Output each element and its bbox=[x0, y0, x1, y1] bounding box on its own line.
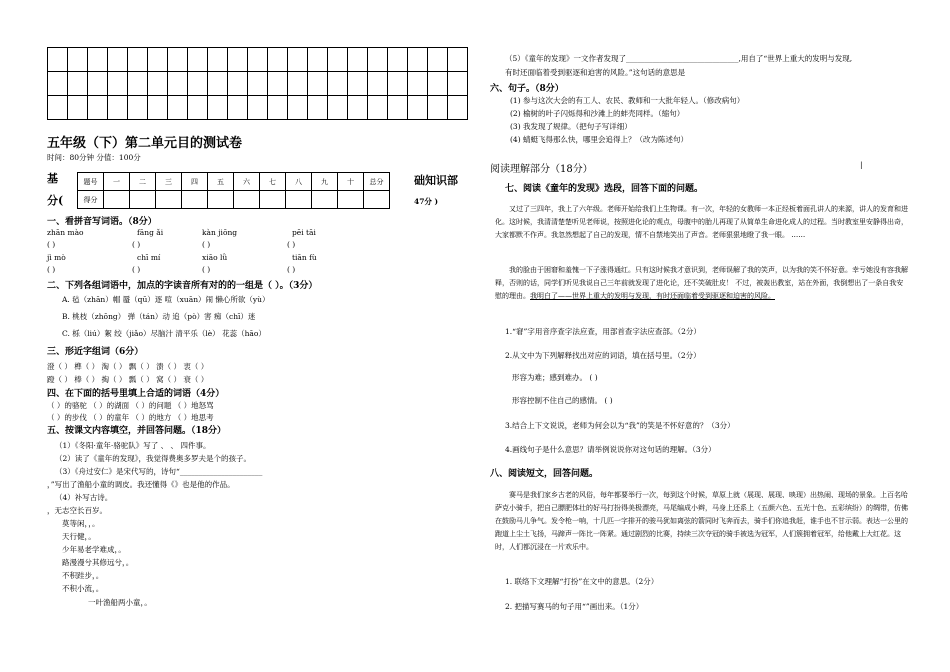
score-input-cell[interactable] bbox=[364, 191, 390, 209]
s7-q3: 3.结合上下文说说，老师为何会以为“我”的笑是不怀好意的？（3分） bbox=[505, 421, 735, 430]
score-header-cell: 四 bbox=[182, 173, 208, 191]
reading-heading: 阅读理解部分（18分） bbox=[490, 164, 593, 175]
score-input-cell[interactable] bbox=[130, 191, 156, 209]
score-input-cell[interactable] bbox=[234, 191, 260, 209]
score-header-cell: 八 bbox=[286, 173, 312, 191]
pinyin: jì mò bbox=[47, 253, 66, 262]
grid-cell[interactable] bbox=[128, 48, 148, 72]
grid-cell[interactable] bbox=[288, 48, 308, 72]
grid-cell[interactable] bbox=[208, 96, 228, 120]
section1-heading: 一、看拼音写词语。（8分） bbox=[47, 217, 157, 227]
grid-cell[interactable] bbox=[228, 48, 248, 72]
fill-row-1: （ ）的骆驼 （ ）的湖面 （ ）的问题 （ ）地怒骂 bbox=[47, 401, 214, 410]
char-row-1: 澄（ ） 榫（ ） 淘（ ） 飘（ ） 溃（ ） 衷（ ） bbox=[47, 362, 209, 371]
answer-blank[interactable]: ( ) bbox=[47, 265, 56, 274]
score-header-row bbox=[78, 173, 390, 191]
grid-cell[interactable] bbox=[208, 72, 228, 96]
grid-cell[interactable] bbox=[388, 72, 408, 96]
option-c: C. 栎（liú）絮 绞（jiǎo）尽脑汁 清平乐（lè） 花蕊（hāo） bbox=[62, 329, 266, 338]
s6-item: (1) 参与这次大会的有工人、农民、教师和一大批年轻人。（修改病句） bbox=[510, 96, 745, 105]
score-table bbox=[77, 172, 390, 209]
grid-cell[interactable] bbox=[328, 96, 348, 120]
score-input-cell[interactable] bbox=[156, 191, 182, 209]
poem-line: 不积跬步，。 bbox=[62, 571, 104, 580]
grid-cell[interactable] bbox=[428, 96, 448, 120]
grid-cell[interactable] bbox=[188, 72, 208, 96]
grid-cell[interactable] bbox=[428, 72, 448, 96]
grid-cell[interactable] bbox=[448, 48, 468, 72]
s7-paragraph-1: 又过了三四年，我上了六年级。老师开始给我们上生物课。有一次，年轻的女教师一本正经板着面孔讲人的来源，讲人的发育和进化。这时候，我清清楚楚听见老师说，按照进化论的观点，母腹中的胎儿再现了从简单生命进化成人的过程。当时教室里安静得出奇，大家都默不作声。我忽然想起了自己的发现，情不自禁地笑出了声音。老师狠狠地瞪了我一眼。 …… bbox=[495, 205, 908, 239]
grid-cell[interactable] bbox=[148, 72, 168, 96]
grid-cell[interactable] bbox=[248, 72, 268, 96]
score-input-cell[interactable] bbox=[208, 191, 234, 209]
answer-blank[interactable]: ( ) bbox=[202, 265, 211, 274]
section8-heading: 八、阅读短文，回答问题。 bbox=[490, 469, 599, 479]
score-label-cell: 得分 bbox=[78, 191, 104, 209]
score-input-cell[interactable] bbox=[104, 191, 130, 209]
grid-cell[interactable] bbox=[348, 72, 368, 96]
grid-cell[interactable] bbox=[348, 96, 368, 120]
grid-cell[interactable] bbox=[288, 96, 308, 120]
basic-suffix-2: 47分 ) bbox=[414, 197, 439, 206]
fill-row-2: （ ）的步伐 （ ）的童年 （ ）的地方 （ ）地思考 bbox=[47, 413, 214, 422]
grid-cell[interactable] bbox=[408, 96, 428, 120]
grid-cell[interactable] bbox=[168, 96, 188, 120]
grid-cell[interactable] bbox=[368, 72, 388, 96]
section7-heading: 七、阅读《童年的发现》选段，回答下面的问题。 bbox=[505, 184, 704, 194]
grid-cell[interactable] bbox=[328, 48, 348, 72]
section6-heading: 六、句子。（8分） bbox=[490, 84, 564, 94]
grid-cell[interactable] bbox=[128, 72, 148, 96]
section2-heading: 二、下列各组词语中，加点的字读音所有对的的一组是（ ）。（3分） bbox=[47, 281, 318, 291]
score-input-cell[interactable] bbox=[338, 191, 364, 209]
grid-cell[interactable] bbox=[268, 96, 288, 120]
grid-cell[interactable] bbox=[68, 72, 88, 96]
grid-cell[interactable] bbox=[268, 48, 288, 72]
poem-line: ，无志空长百岁。 bbox=[47, 506, 107, 515]
grid-cell[interactable] bbox=[388, 48, 408, 72]
exam-title: 五年级（下）第二单元目的测试卷 bbox=[47, 136, 243, 151]
grid-cell[interactable] bbox=[428, 48, 448, 72]
s8-q1: 1. 联络下文理解“打扮”在文中的意思。（2分） bbox=[505, 577, 659, 586]
score-header-cell: 九 bbox=[312, 173, 338, 191]
s7-q2b: 形容控制不住自己的感情。 ( ) bbox=[512, 396, 613, 405]
grid-cell[interactable] bbox=[308, 48, 328, 72]
pinyin: tiān fù bbox=[292, 253, 317, 262]
grid-cell[interactable] bbox=[88, 72, 108, 96]
q5-line-2: 有时还面临着受到驱逐和迫害的风险。”这句话的意思是 bbox=[505, 68, 686, 77]
poem-line: 少年易老学难成，。 bbox=[62, 545, 126, 554]
pinyin: kàn jiōng bbox=[202, 228, 238, 237]
answer-blank[interactable]: ( ) bbox=[287, 240, 296, 249]
s7-q4: 4.画线句子是什么意思？请举例说说你对这句话的理解。（3分） bbox=[505, 445, 716, 454]
grid-cell[interactable] bbox=[328, 72, 348, 96]
s8-paragraph: 赛马是我们家乡古老的风俗，每年都要举行一次，每到这个时候，草原上就（展现、展现、映现）出热闹、现场的景象。上百名哈萨克小骑手，把自己膘肥体壮的好马打扮得美极漂亮，马尾编成小辫，马身上还系上（五颜六色、五光十色、五彩缤纷）的绸带，仿佛在鼓励马儿争气。发令枪一响，十几匹一字排开的骏马犹如离弦的箭同时飞奔而去，骑手们你追我赶，谁手也不甘示弱。表达一公里的跑道上尘土飞扬，马蹄声一阵比一阵紧。通过剧烈的比赛，持续三次夺冠的骑手被选为冠军，人们簇拥着冠军，给他戴上大红花。这时，人们都沉浸在一片欢乐中。 bbox=[495, 491, 908, 551]
char-row-2: 蹬（ ） 棒（ ） 掏（ ） 瓢（ ） 窝（ ） 衰（ ） bbox=[47, 375, 209, 384]
score-header-cell: 六 bbox=[234, 173, 260, 191]
grid-cell[interactable] bbox=[68, 48, 88, 72]
grid-cell[interactable] bbox=[368, 96, 388, 120]
grid-row bbox=[48, 72, 468, 96]
grid-cell[interactable] bbox=[108, 48, 128, 72]
grid-cell[interactable] bbox=[128, 96, 148, 120]
pinyin: chī mí bbox=[137, 253, 161, 262]
grid-cell[interactable] bbox=[88, 96, 108, 120]
poem-last-line: 一叶渔船两小童，。 bbox=[88, 598, 152, 607]
grid-row bbox=[48, 96, 468, 120]
grid-cell[interactable] bbox=[368, 48, 388, 72]
s7-paragraph-2 bbox=[495, 264, 910, 303]
s7-underlined-sentence: 我明白了——世界上重大的发明与发现，有时还面临着受到驱逐和迫害的风险。 bbox=[530, 292, 775, 300]
grid-cell[interactable] bbox=[408, 72, 428, 96]
grid-cell[interactable] bbox=[148, 48, 168, 72]
basic-prefix-2: 分( bbox=[47, 194, 64, 207]
pinyin: fāng ǎi bbox=[137, 228, 164, 237]
grid-cell[interactable] bbox=[228, 96, 248, 120]
q5-line: （5）《童年的发现》一文作者发现了______________________________,用自了“世界上重大的发明与发现, bbox=[505, 54, 853, 63]
poem-line: 莫等闲，，。 bbox=[62, 519, 100, 528]
pinyin: xiāo lǜ bbox=[202, 253, 228, 262]
s6-item: (3) 我发现了规律。（把句子写详细） bbox=[510, 122, 632, 131]
score-header-cell: 总分 bbox=[364, 173, 390, 191]
grid-cell[interactable] bbox=[188, 96, 208, 120]
grid-cell[interactable] bbox=[68, 96, 88, 120]
basic-suffix: 础知识部 bbox=[414, 174, 458, 187]
score-header-cell: 七 bbox=[260, 173, 286, 191]
grid-cell[interactable] bbox=[88, 48, 108, 72]
section5-heading: 五、按课文内容填空，并回答问题。（18分） bbox=[47, 426, 227, 436]
grid-cell[interactable] bbox=[248, 96, 268, 120]
grid-cell[interactable] bbox=[208, 48, 228, 72]
score-header-cell: 五 bbox=[208, 173, 234, 191]
answer-blank[interactable]: ( ) bbox=[132, 265, 141, 274]
grid-cell[interactable] bbox=[148, 96, 168, 120]
poem-line: 不积小流，。 bbox=[62, 584, 104, 593]
s6-item: (4) 蜻蜓飞得那么快，哪里会追得上？（改为陈述句） bbox=[510, 135, 689, 144]
s5-line-4: ，”写出了渔船小童的调皮。我还懂得《》也是他的作品。 bbox=[47, 480, 235, 489]
pinyin: zhān mào bbox=[47, 228, 84, 237]
pinyin: pēi tāi bbox=[292, 228, 316, 237]
answer-blank[interactable]: ( ) bbox=[287, 265, 296, 274]
grid-cell[interactable] bbox=[388, 96, 408, 120]
poem-line: 天行健，。 bbox=[62, 532, 96, 541]
score-input-cell[interactable] bbox=[260, 191, 286, 209]
grid-cell[interactable] bbox=[168, 48, 188, 72]
s7-q2: 2.从文中为下列解释找出对应的词语，填在括号里。（2分） bbox=[505, 351, 701, 360]
s7-q2a: 形容为难；感到难办。 ( ) bbox=[512, 373, 598, 382]
option-a: A. 毡（zhān）帽 蜃（qū）逐 喧（xuān）闹 懒心所欲（yù） bbox=[62, 295, 270, 304]
score-header-cell: 一 bbox=[104, 173, 130, 191]
grid-cell[interactable] bbox=[108, 72, 128, 96]
grid-cell[interactable] bbox=[448, 96, 468, 120]
basic-prefix: 基 bbox=[47, 172, 58, 185]
score-header-cell: 十 bbox=[338, 173, 364, 191]
s6-item: (2) 榆树的叶子闪烁得和沙滩上的蚌壳同样。（缩句） bbox=[510, 109, 685, 118]
grid-cell[interactable] bbox=[288, 72, 308, 96]
s7-q1: 1.“窘”字用音序查字法应查，用部首查字法应查部。（2分） bbox=[505, 327, 701, 336]
s7-p2-a: 我的脸由于困窘和羞愧一下子涨得通红。只有这时候我才意识到，老师误解了我的笑声，以为我的笑不怀好意。 bbox=[509, 266, 852, 274]
score-input-cell[interactable] bbox=[312, 191, 338, 209]
score-input-cell[interactable] bbox=[182, 191, 208, 209]
answer-blank[interactable]: ( ) bbox=[132, 240, 141, 249]
grid-cell[interactable] bbox=[48, 72, 68, 96]
grid-cell[interactable] bbox=[268, 72, 288, 96]
grid-cell[interactable] bbox=[188, 48, 208, 72]
section4-heading: 四、在下面的括号里填上合适的词语（4分） bbox=[47, 389, 225, 399]
s5-line-3: （3）《舟过安仁》是宋代写的，诗句“______________________ bbox=[55, 467, 263, 476]
grid-cell[interactable] bbox=[348, 48, 368, 72]
score-header-cell: 二 bbox=[130, 173, 156, 191]
exam-meta: 时间：80分钟 分值：100分 bbox=[47, 153, 141, 162]
s7-p2-b: 幸亏她没有容我解释，否则的话，同学们听见我说自己三年前就发现了进化论，还不笑破肚皮！ 不过，被轰出教室，站在外面，我倒想出了一条自我安慰的理由。 bbox=[495, 266, 908, 300]
grid-cell[interactable] bbox=[308, 72, 328, 96]
grid-cell[interactable] bbox=[248, 48, 268, 72]
grid-cell[interactable] bbox=[48, 96, 68, 120]
answer-blank[interactable]: ( ) bbox=[47, 240, 56, 249]
s8-q2: 2. 把描写赛马的句子用“”画出来。（1分） bbox=[505, 602, 644, 611]
section3-heading: 三、形近字组词（6分） bbox=[47, 347, 144, 357]
grid-cell[interactable] bbox=[168, 72, 188, 96]
option-b: B. 桃枝（zhōng） 弹（tán）动 追（pò）害 痴（chī）迷 bbox=[62, 312, 256, 321]
grid-cell[interactable] bbox=[48, 48, 68, 72]
grid-cell[interactable] bbox=[448, 72, 468, 96]
grid-cell[interactable] bbox=[228, 72, 248, 96]
score-header-cell: 三 bbox=[156, 173, 182, 191]
score-value-row bbox=[78, 191, 390, 209]
grid-cell[interactable] bbox=[308, 96, 328, 120]
reading-mark: | bbox=[860, 160, 863, 169]
grid-row bbox=[48, 48, 468, 72]
score-header-cell: 题号 bbox=[78, 173, 104, 191]
score-input-cell[interactable] bbox=[286, 191, 312, 209]
answer-blank[interactable]: ( ) bbox=[202, 240, 211, 249]
s5-line-1: （1）《冬阳·童年·骆驼队》写了 、 、 四件事。 bbox=[55, 441, 211, 450]
s5-line-5: （4）补写古诗。 bbox=[55, 493, 113, 502]
s5-line-2: （2）读了《童年的发现》，我觉得费奥多罗夫是个的孩子。 bbox=[55, 454, 252, 463]
poem-line: 路漫漫兮其修远兮，。 bbox=[62, 558, 134, 567]
grid-cell[interactable] bbox=[408, 48, 428, 72]
writing-grid bbox=[47, 47, 468, 120]
grid-cell[interactable] bbox=[108, 96, 128, 120]
